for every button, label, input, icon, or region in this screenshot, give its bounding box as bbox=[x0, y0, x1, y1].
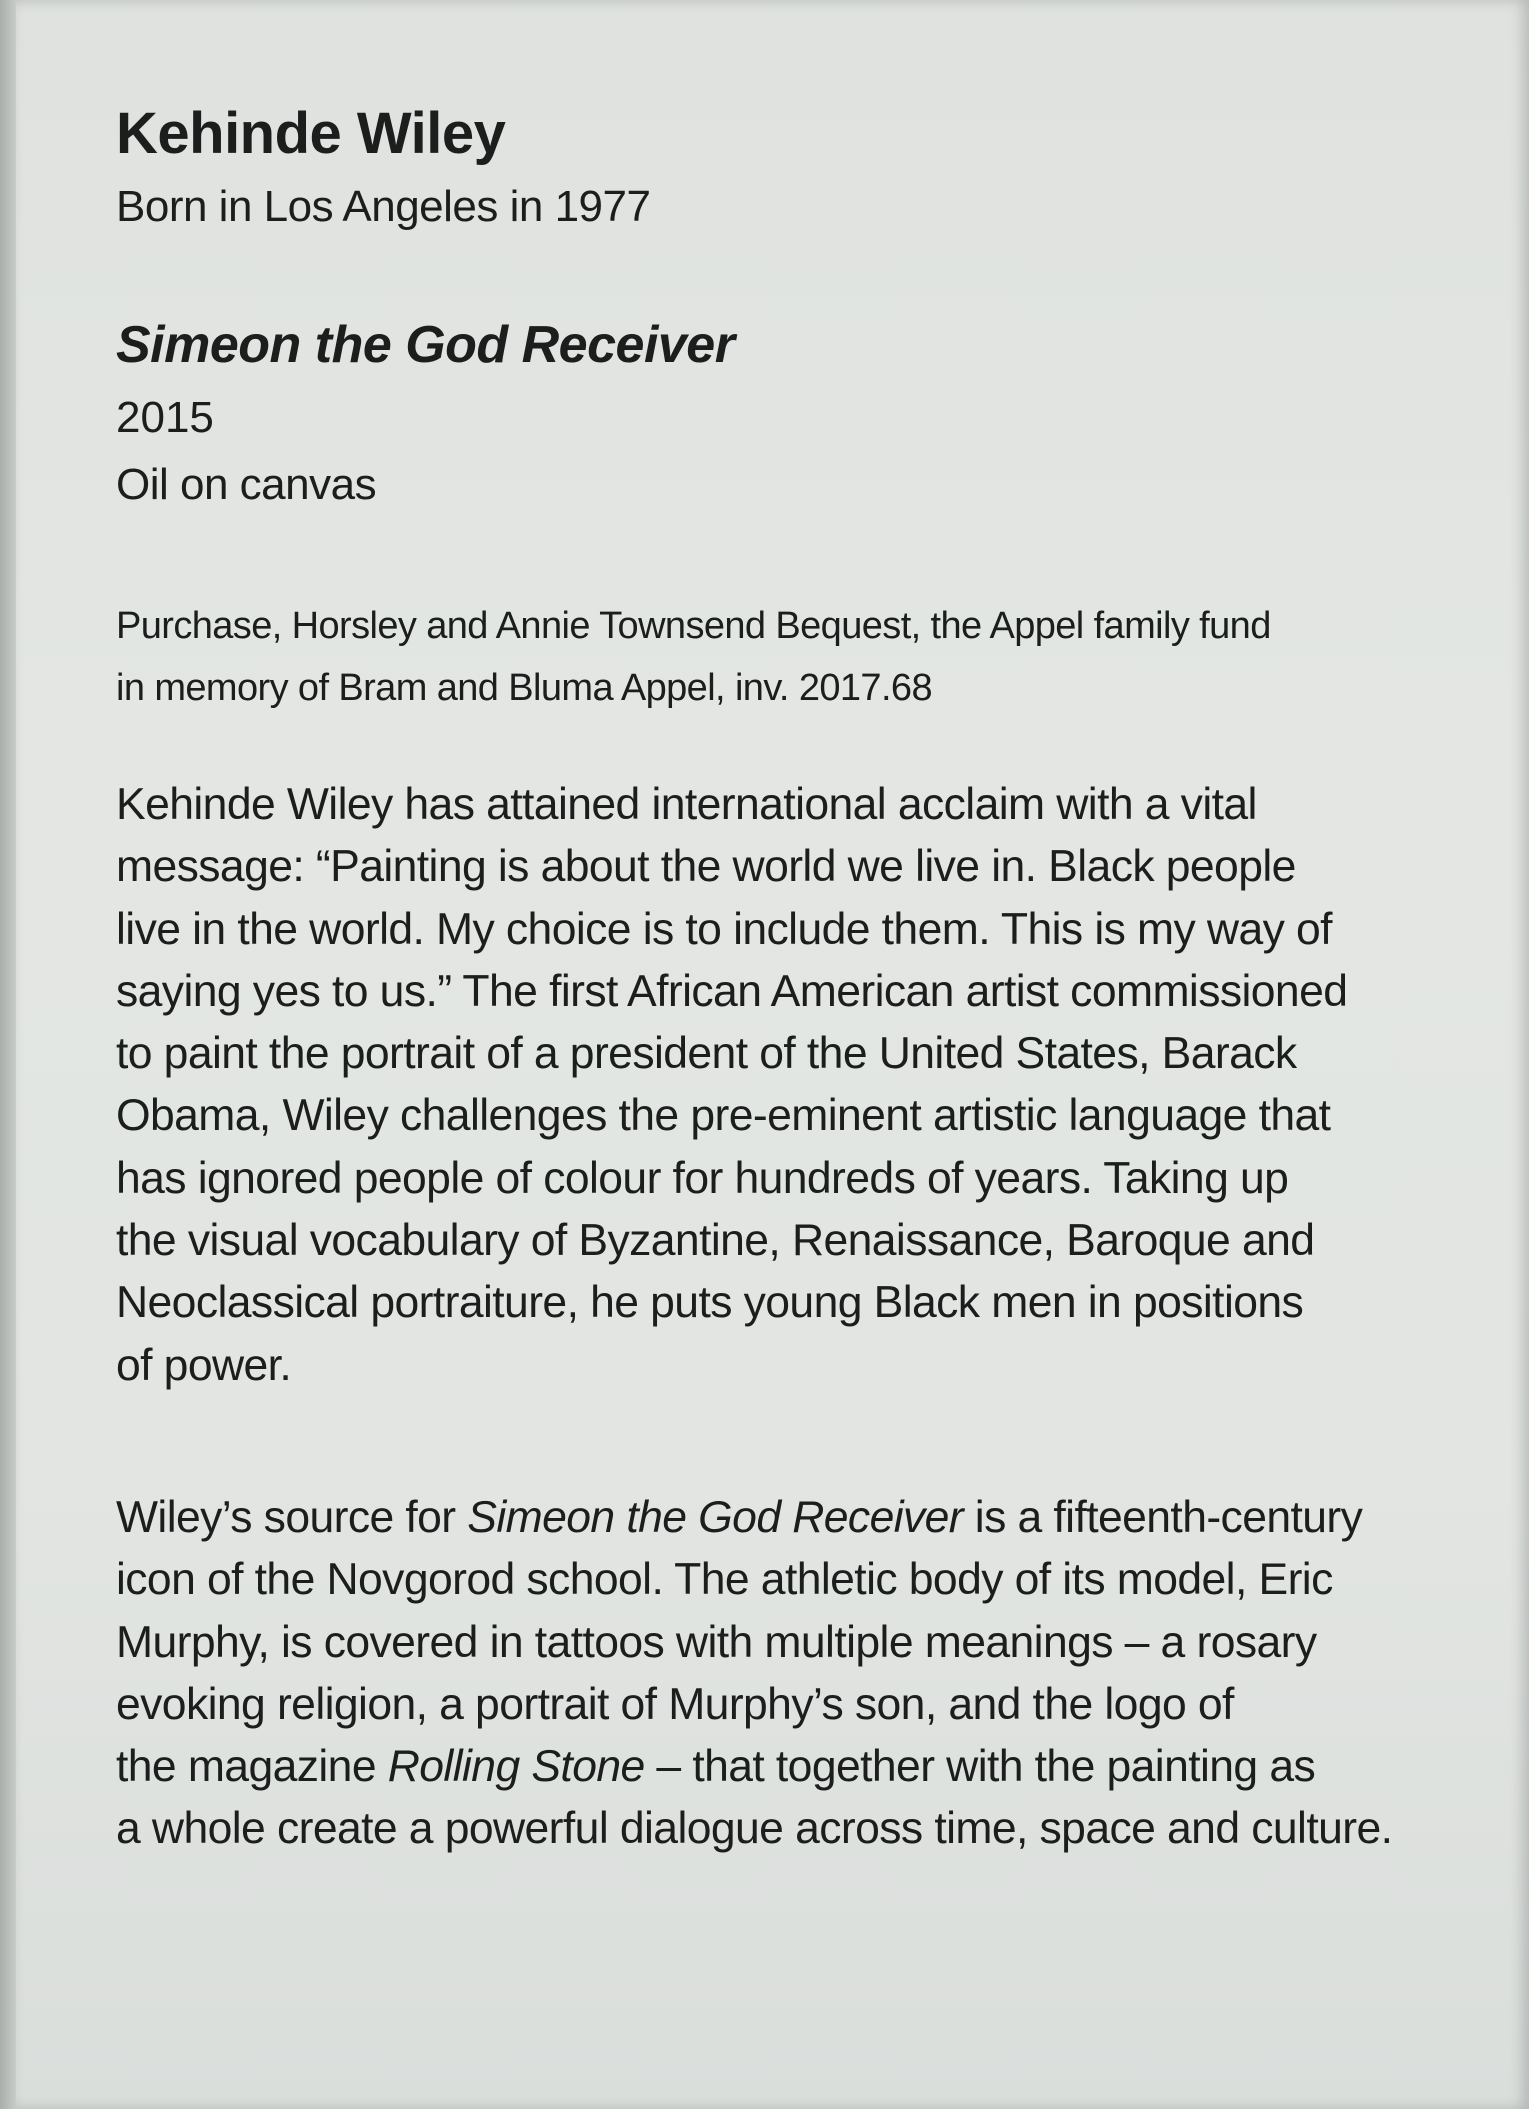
artwork-title: Simeon the God Receiver bbox=[116, 316, 735, 374]
credit-line-text: Purchase, Horsley and Annie Townsend Bequest, the Appel family fund bbox=[116, 605, 1271, 647]
magazine-title-italic: Rolling Stone bbox=[387, 1742, 645, 1792]
text-run: – that together with the painting as bbox=[644, 1742, 1316, 1792]
paragraph-line bbox=[116, 1487, 1392, 1549]
paragraph-line: Murphy, is covered in tattoos with multiple meanings – a rosary bbox=[116, 1617, 1317, 1667]
museum-label-card bbox=[16, 0, 1529, 2109]
artwork-title-italic: Simeon the God Receiver bbox=[467, 1493, 964, 1542]
description-paragraph-1 bbox=[116, 774, 1347, 1397]
paragraph-line: message: “Painting is about the world we live in. Black people bbox=[116, 842, 1296, 892]
paragraph-line: saying yes to us.” The first African American artist commissioned bbox=[116, 966, 1348, 1016]
paragraph-line: Kehinde Wiley has attained international acclaim with a vital bbox=[116, 780, 1257, 829]
paragraph-line: the visual vocabulary of Byzantine, Renaissance, Baroque and bbox=[116, 1216, 1315, 1266]
credit-line bbox=[116, 595, 1271, 719]
paragraph-line bbox=[116, 1736, 1392, 1798]
description-paragraph-2 bbox=[116, 1487, 1392, 1861]
paragraph-line: Neoclassical portraiture, he puts young Black men in positions bbox=[116, 1278, 1304, 1328]
paragraph-line: Obama, Wiley challenges the pre-eminent artistic language that bbox=[116, 1091, 1331, 1141]
text-run: the magazine bbox=[116, 1742, 388, 1792]
text-run: Wiley’s source for bbox=[116, 1493, 468, 1542]
credit-line-text: in memory of Bram and Bluma Appel, inv. 2017.68 bbox=[116, 667, 932, 709]
card-edge-shadow bbox=[0, 0, 16, 2109]
paragraph-line: has ignored people of colour for hundreds of years. Taking up bbox=[116, 1153, 1289, 1203]
artwork-medium: Oil on canvas bbox=[116, 460, 377, 509]
paragraph-line: icon of the Novgorod school. The athletic body of its model, Eric bbox=[116, 1555, 1333, 1605]
paragraph-line: a whole create a powerful dialogue across time, space and culture. bbox=[116, 1804, 1393, 1854]
artwork-year: 2015 bbox=[116, 393, 214, 442]
paragraph-line: evoking religion, a portrait of Murphy’s son, and the logo of bbox=[116, 1679, 1234, 1729]
artist-name: Kehinde Wiley bbox=[116, 101, 506, 166]
paragraph-line: live in the world. My choice is to include them. This is my way of bbox=[116, 904, 1332, 954]
paragraph-line: of power. bbox=[116, 1340, 292, 1390]
text-run: is a fifteenth-century bbox=[963, 1493, 1363, 1542]
paragraph-line: to paint the portrait of a president of the United States, Barack bbox=[116, 1029, 1297, 1079]
artist-birth-info: Born in Los Angeles in 1977 bbox=[116, 182, 651, 231]
